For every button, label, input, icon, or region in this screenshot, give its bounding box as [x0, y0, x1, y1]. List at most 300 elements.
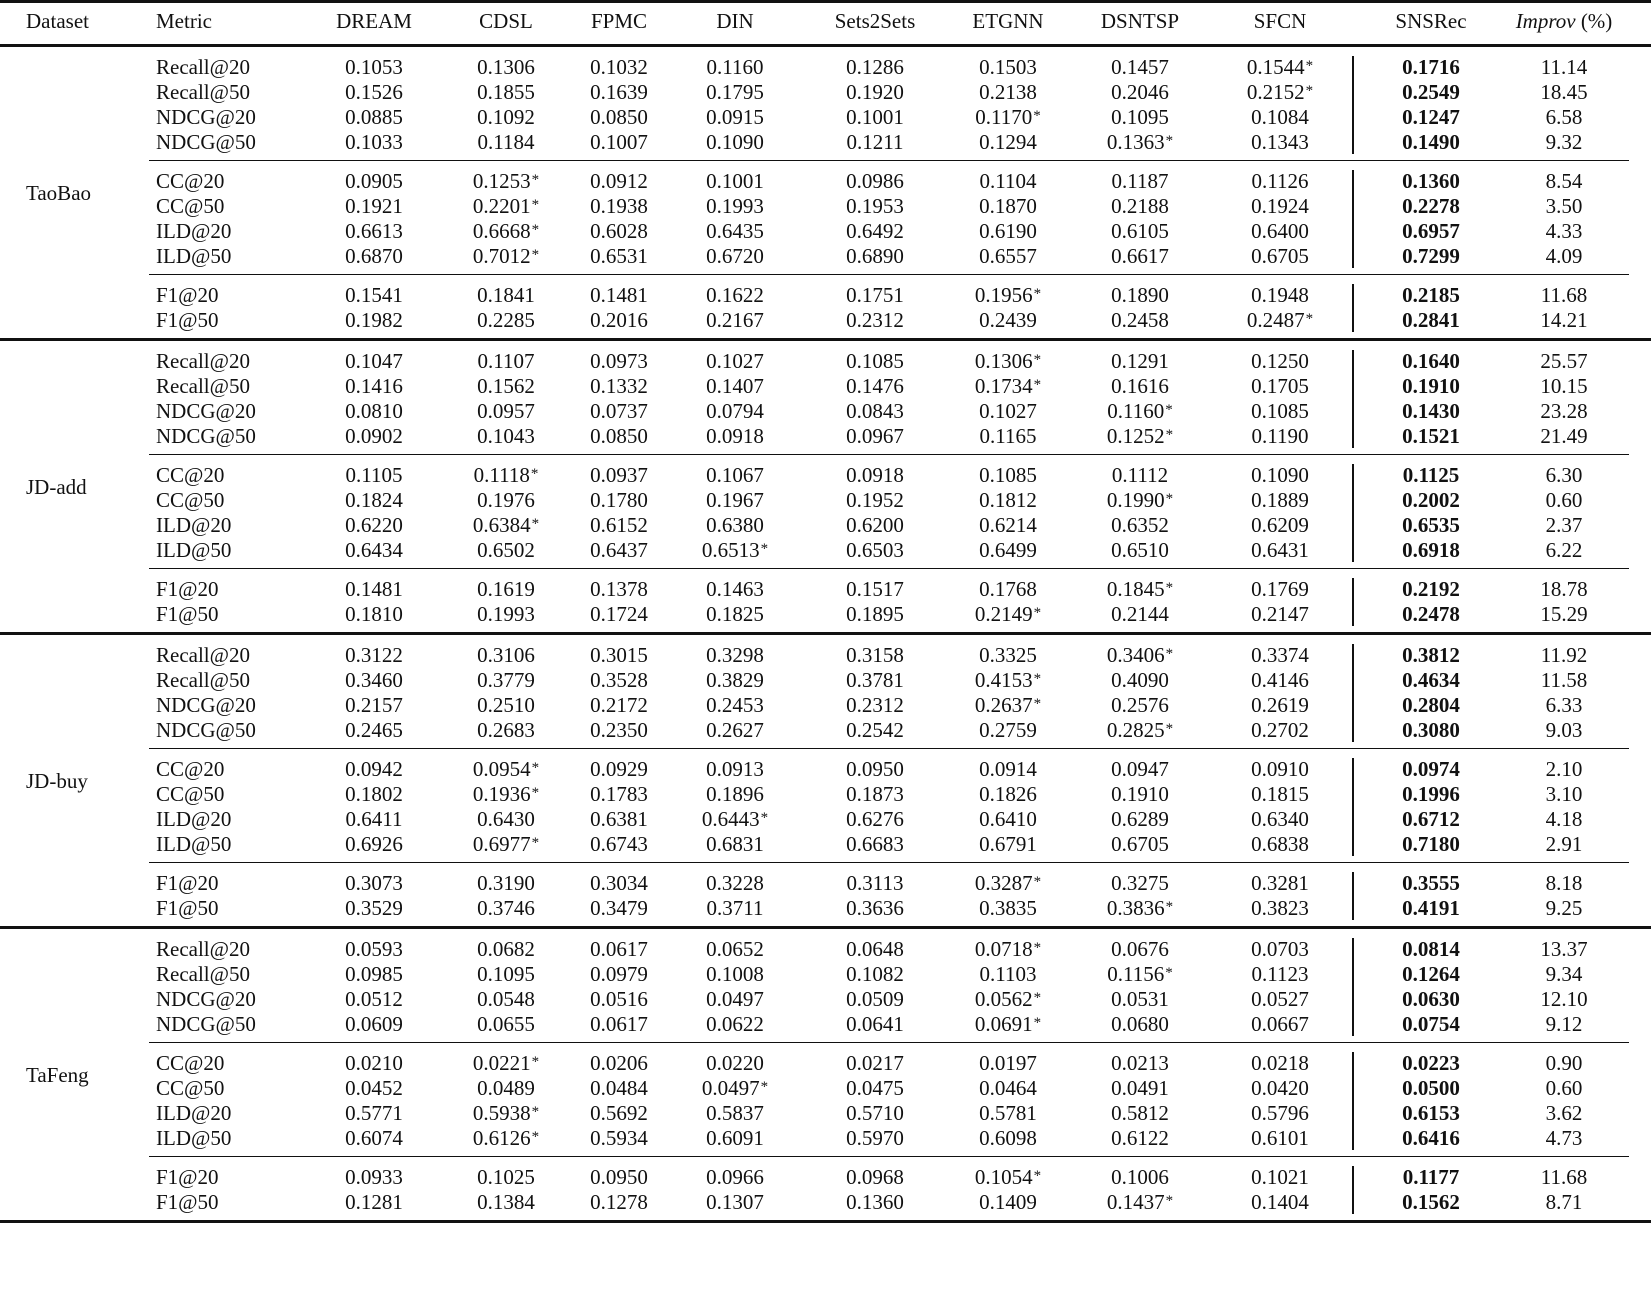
section-rule	[0, 926, 1651, 929]
cell-value: 0.6513	[701, 538, 760, 562]
cell-value: 0.0718	[974, 937, 1033, 961]
table-row	[0, 576, 1651, 603]
metric-label: F1@20	[156, 577, 219, 601]
cell-value: 0.0652	[706, 937, 764, 961]
improv-value: 0.90	[1545, 1051, 1583, 1075]
metric-label: F1@20	[156, 1165, 219, 1189]
table-row	[0, 1050, 1651, 1077]
cell-value: 0.2016	[590, 308, 648, 332]
metric-label: CC@50	[156, 194, 225, 218]
baseline-value	[948, 1164, 1068, 1191]
best-value	[1371, 398, 1491, 425]
table-row	[0, 79, 1651, 106]
baseline-value	[815, 193, 935, 220]
baseline-value	[1080, 1011, 1200, 1038]
cell-value: 0.1562	[1402, 1190, 1460, 1214]
cell-value: 0.0562	[974, 987, 1033, 1011]
cell-value: 0.3529	[345, 896, 403, 920]
baseline-value	[1080, 831, 1200, 858]
significance-star: *	[1033, 1015, 1042, 1031]
column-separator	[1352, 284, 1354, 332]
significance-star: *	[760, 541, 769, 557]
cell-value: 0.2149	[974, 602, 1033, 626]
baseline-value	[446, 307, 566, 334]
baseline-value	[446, 168, 566, 195]
metric-label: Recall@50	[156, 80, 250, 104]
significance-star: *	[531, 760, 540, 776]
cell-value: 0.1544	[1246, 55, 1305, 79]
best-value	[1371, 642, 1491, 669]
baseline-value	[314, 576, 434, 603]
cell-value: 0.2542	[846, 718, 904, 742]
cell-value: 0.1125	[1402, 463, 1460, 487]
column-separator	[1352, 1166, 1354, 1214]
improv-value: 8.18	[1545, 871, 1583, 895]
table-row	[0, 348, 1651, 375]
baseline-value	[1220, 601, 1340, 628]
baseline-value	[948, 717, 1068, 744]
baseline-value	[446, 576, 566, 603]
cell-value: 0.2002	[1402, 488, 1460, 512]
metric-label: NDCG@50	[156, 718, 256, 742]
cell-value: 0.1095	[477, 962, 535, 986]
group-rule	[149, 274, 1629, 275]
improv-value: 15.29	[1540, 602, 1588, 626]
baseline-value	[446, 348, 566, 375]
cell-value: 0.1187	[1111, 169, 1169, 193]
cell-value: 0.3823	[1251, 896, 1309, 920]
dataset-label: TaoBao	[26, 181, 92, 205]
cell-value: 0.0489	[477, 1076, 535, 1100]
improv-value: 9.34	[1545, 962, 1583, 986]
baseline-value	[815, 936, 935, 963]
cell-value: 0.1967	[706, 488, 764, 512]
cell-value: 0.3835	[979, 896, 1037, 920]
improv-value: 4.09	[1545, 244, 1583, 268]
significance-star: *	[1305, 83, 1314, 99]
baseline-value	[1220, 537, 1340, 564]
baseline-value	[675, 870, 795, 897]
cell-value: 0.2192	[1402, 577, 1460, 601]
column-separator	[1352, 56, 1354, 154]
baseline-value	[1080, 218, 1200, 245]
cell-value: 0.5934	[590, 1126, 648, 1150]
baseline-value	[948, 348, 1068, 375]
baseline-value	[1080, 243, 1200, 270]
cell-value: 0.1616	[1111, 374, 1169, 398]
cell-value: 0.1795	[706, 80, 764, 104]
baseline-value	[446, 104, 566, 131]
baseline-value	[314, 601, 434, 628]
cell-value: 0.1503	[979, 55, 1037, 79]
significance-star: *	[1165, 899, 1174, 915]
cell-value: 0.0680	[1111, 1012, 1169, 1036]
baseline-value	[1080, 307, 1200, 334]
cell-value: 0.1541	[345, 283, 403, 307]
baseline-value	[446, 781, 566, 808]
baseline-value	[314, 870, 434, 897]
cell-value: 0.0217	[846, 1051, 904, 1075]
baseline-value	[948, 104, 1068, 131]
cell-value: 0.2576	[1111, 693, 1169, 717]
best-value	[1371, 54, 1491, 81]
significance-star: *	[1165, 646, 1174, 662]
cell-value: 0.6720	[706, 244, 764, 268]
cell-value: 0.3106	[477, 643, 535, 667]
baseline-value	[314, 831, 434, 858]
cell-value: 0.3528	[590, 668, 648, 692]
cell-value: 0.0979	[590, 962, 648, 986]
metric-label: ILD@50	[156, 244, 232, 268]
header-improv-suffix: (%)	[1575, 9, 1613, 33]
baseline-value	[815, 423, 935, 450]
baseline-value	[314, 218, 434, 245]
cell-value: 0.2458	[1111, 308, 1169, 332]
baseline-value	[559, 282, 679, 309]
baseline-value	[1220, 1050, 1340, 1077]
metric-label: F1@50	[156, 602, 219, 626]
baseline-value	[815, 642, 935, 669]
cell-value: 0.3460	[345, 668, 403, 692]
baseline-value	[446, 1189, 566, 1216]
cell-value: 0.1082	[846, 962, 904, 986]
metric-label: Recall@20	[156, 937, 250, 961]
cell-value: 0.0676	[1111, 937, 1169, 961]
cell-value: 0.6028	[590, 219, 648, 243]
cell-value: 0.3122	[345, 643, 403, 667]
cell-value: 0.6209	[1251, 513, 1309, 537]
header-improv	[1504, 8, 1624, 35]
significance-star: *	[531, 247, 540, 263]
cell-value: 0.1211	[846, 130, 904, 154]
baseline-value	[675, 79, 795, 106]
cell-value: 0.2138	[979, 80, 1037, 104]
metric-label: Recall@20	[156, 643, 250, 667]
header-metric: Metric	[156, 9, 212, 33]
column-separator	[1352, 758, 1354, 856]
significance-star: *	[760, 1079, 769, 1095]
baseline-value	[446, 537, 566, 564]
baseline-value	[815, 462, 935, 489]
baseline-value	[675, 462, 795, 489]
cell-value: 0.6381	[590, 807, 648, 831]
best-value	[1371, 218, 1491, 245]
baseline-value	[675, 512, 795, 539]
cell-value: 0.0497	[701, 1076, 760, 1100]
baseline-value	[559, 398, 679, 425]
baseline-value	[559, 129, 679, 156]
cell-value: 0.0475	[846, 1076, 904, 1100]
table-row	[0, 104, 1651, 131]
baseline-value	[1220, 1075, 1340, 1102]
baseline-value	[948, 1125, 1068, 1152]
baseline-value	[559, 986, 679, 1013]
baseline-value	[1080, 398, 1200, 425]
baseline-value	[815, 348, 935, 375]
cell-value: 0.0655	[477, 1012, 535, 1036]
cell-value: 0.6503	[846, 538, 904, 562]
cell-value: 0.6431	[1251, 538, 1309, 562]
significance-star: *	[1165, 580, 1174, 596]
cell-value: 0.1184	[477, 130, 535, 154]
significance-star: *	[1165, 491, 1174, 507]
baseline-value	[675, 1050, 795, 1077]
best-value	[1371, 936, 1491, 963]
improv-value: 6.30	[1545, 463, 1583, 487]
baseline-value	[559, 512, 679, 539]
baseline-value	[948, 512, 1068, 539]
cell-value: 0.1118	[473, 463, 530, 487]
baseline-value	[948, 218, 1068, 245]
significance-star: *	[531, 1054, 540, 1070]
cell-value: 0.6434	[345, 538, 403, 562]
cell-value: 0.1033	[345, 130, 403, 154]
improv-value: 9.12	[1545, 1012, 1583, 1036]
cell-value: 0.1294	[979, 130, 1037, 154]
cell-value: 0.0754	[1402, 1012, 1460, 1036]
baseline-value	[1080, 282, 1200, 309]
cell-value: 0.1092	[477, 105, 535, 129]
cell-value: 0.3080	[1402, 718, 1460, 742]
cell-value: 0.2627	[706, 718, 764, 742]
baseline-value	[446, 936, 566, 963]
cell-value: 0.0512	[345, 987, 403, 1011]
cell-value: 0.6220	[345, 513, 403, 537]
cell-value: 0.3374	[1251, 643, 1309, 667]
cell-value: 0.1824	[345, 488, 403, 512]
table-row	[0, 168, 1651, 195]
baseline-value	[1220, 642, 1340, 669]
cell-value: 0.0914	[979, 757, 1037, 781]
metric-label: CC@20	[156, 463, 225, 487]
improv-value: 10.15	[1540, 374, 1588, 398]
best-value	[1371, 895, 1491, 922]
baseline-value	[446, 642, 566, 669]
baseline-value	[675, 1100, 795, 1127]
cell-value: 0.1437	[1106, 1190, 1165, 1214]
cell-value: 0.0682	[477, 937, 535, 961]
cell-value: 0.1165	[979, 424, 1037, 448]
cell-value: 0.0691	[974, 1012, 1033, 1036]
cell-value: 0.1870	[979, 194, 1037, 218]
baseline-value	[815, 895, 935, 922]
cell-value: 0.6918	[1402, 538, 1460, 562]
baseline-value	[559, 1125, 679, 1152]
baseline-value	[1080, 717, 1200, 744]
baseline-value	[559, 717, 679, 744]
baseline-value	[446, 870, 566, 897]
table-row	[0, 129, 1651, 156]
cell-value: 0.2510	[477, 693, 535, 717]
cell-value: 0.6410	[979, 807, 1037, 831]
significance-star: *	[1033, 108, 1041, 124]
cell-value: 0.1639	[590, 80, 648, 104]
baseline-value	[675, 781, 795, 808]
cell-value: 0.3636	[846, 896, 904, 920]
baseline-value	[675, 1011, 795, 1038]
baseline-value	[446, 1050, 566, 1077]
table-row	[0, 243, 1651, 270]
metric-label: ILD@50	[156, 538, 232, 562]
cell-value: 0.1053	[345, 55, 403, 79]
cell-value: 0.0918	[706, 424, 764, 448]
cell-value: 0.1982	[345, 308, 403, 332]
baseline-value	[948, 282, 1068, 309]
best-value	[1371, 487, 1491, 514]
baseline-value	[675, 282, 795, 309]
cell-value: 0.0464	[979, 1076, 1037, 1100]
baseline-value	[815, 756, 935, 783]
cell-value: 0.7180	[1402, 832, 1460, 856]
improv-value: 2.91	[1545, 832, 1583, 856]
section-rule	[0, 338, 1651, 341]
cell-value: 0.1306	[477, 55, 535, 79]
cell-value: 0.1521	[1402, 424, 1460, 448]
metric-label: CC@20	[156, 1051, 225, 1075]
baseline-value	[559, 601, 679, 628]
cell-value: 0.0915	[706, 105, 764, 129]
baseline-value	[815, 806, 935, 833]
cell-value: 0.0500	[1402, 1076, 1460, 1100]
improv-value: 0.60	[1545, 1076, 1583, 1100]
baseline-value	[1220, 781, 1340, 808]
baseline-value	[314, 1050, 434, 1077]
baseline-value	[314, 373, 434, 400]
cell-value: 0.4191	[1402, 896, 1460, 920]
best-value	[1371, 576, 1491, 603]
baseline-value	[1220, 104, 1340, 131]
cell-value: 0.2453	[706, 693, 764, 717]
cell-value: 0.0220	[706, 1051, 764, 1075]
cell-value: 0.6831	[706, 832, 764, 856]
improv-value: 3.10	[1545, 782, 1583, 806]
group-rule	[149, 454, 1629, 455]
cell-value: 0.1250	[1251, 349, 1309, 373]
cell-value: 0.6712	[1402, 807, 1460, 831]
baseline-value	[1220, 129, 1340, 156]
metric-label: CC@50	[156, 782, 225, 806]
cell-value: 0.1841	[477, 283, 535, 307]
cell-value: 0.0973	[590, 349, 648, 373]
cell-value: 0.1112	[1111, 463, 1169, 487]
baseline-value	[559, 348, 679, 375]
baseline-value	[559, 1100, 679, 1127]
header-row	[0, 8, 1651, 35]
cell-value: 0.1084	[1251, 105, 1309, 129]
metric-label: NDCG@20	[156, 987, 256, 1011]
cell-value: 0.2278	[1402, 194, 1460, 218]
baseline-value	[1220, 307, 1340, 334]
cell-value: 0.3746	[477, 896, 535, 920]
cell-value: 0.1619	[477, 577, 535, 601]
cell-value: 0.1976	[477, 488, 535, 512]
baseline-value	[1080, 895, 1200, 922]
baseline-value	[446, 398, 566, 425]
baseline-value	[314, 1164, 434, 1191]
baseline-value	[559, 243, 679, 270]
significance-star: *	[1165, 133, 1174, 149]
best-value	[1371, 1100, 1491, 1127]
baseline-value	[815, 282, 935, 309]
cell-value: 0.1126	[1251, 169, 1309, 193]
significance-star: *	[1305, 311, 1314, 327]
baseline-value	[446, 373, 566, 400]
metric-label: CC@20	[156, 757, 225, 781]
cell-value: 0.2841	[1402, 308, 1460, 332]
best-value	[1371, 1164, 1491, 1191]
best-value	[1371, 756, 1491, 783]
cell-value: 0.1085	[1251, 399, 1309, 423]
cell-value: 0.5796	[1251, 1101, 1309, 1125]
improv-value: 9.25	[1545, 896, 1583, 920]
baseline-value	[815, 398, 935, 425]
baseline-value	[815, 1189, 935, 1216]
baseline-value	[1220, 936, 1340, 963]
table-row	[0, 831, 1651, 858]
cell-value: 0.2637	[974, 693, 1033, 717]
cell-value: 0.1090	[1251, 463, 1309, 487]
cell-value: 0.1734	[974, 374, 1033, 398]
baseline-value	[948, 895, 1068, 922]
baseline-value	[815, 831, 935, 858]
cell-value: 0.0641	[846, 1012, 904, 1036]
metric-label: CC@50	[156, 488, 225, 512]
baseline-value	[675, 1075, 795, 1102]
cell-value: 0.0223	[1402, 1051, 1460, 1075]
cell-value: 0.2144	[1111, 602, 1169, 626]
baseline-value	[446, 1075, 566, 1102]
cell-value: 0.1769	[1251, 577, 1309, 601]
improv-value: 11.14	[1540, 55, 1588, 79]
cell-value: 0.6098	[979, 1126, 1037, 1150]
cell-value: 0.1430	[1402, 399, 1460, 423]
cell-value: 0.6870	[345, 244, 403, 268]
cell-value: 0.1622	[706, 283, 764, 307]
cell-value: 0.0703	[1251, 937, 1309, 961]
baseline-value	[1220, 512, 1340, 539]
cell-value: 0.1008	[706, 962, 764, 986]
table-row	[0, 961, 1651, 988]
baseline-value	[815, 986, 935, 1013]
cell-value: 0.1481	[590, 283, 648, 307]
table-row	[0, 462, 1651, 489]
table-row	[0, 870, 1651, 897]
cell-value: 0.3479	[590, 896, 648, 920]
cell-value: 0.3113	[846, 871, 904, 895]
cell-value: 0.6977	[472, 832, 531, 856]
baseline-value	[1080, 487, 1200, 514]
cell-value: 0.0737	[590, 399, 648, 423]
baseline-value	[815, 307, 935, 334]
improv-value: 4.33	[1545, 219, 1583, 243]
cell-value: 0.6200	[846, 513, 904, 537]
improv-value: 4.73	[1545, 1126, 1583, 1150]
significance-star: *	[1033, 377, 1042, 393]
cell-value: 0.1177	[1402, 1165, 1460, 1189]
baseline-value	[1080, 667, 1200, 694]
cell-value: 0.6510	[1111, 538, 1169, 562]
cell-value: 0.6705	[1251, 244, 1309, 268]
baseline-value	[1080, 1100, 1200, 1127]
baseline-value	[815, 54, 935, 81]
cell-value: 0.3836	[1106, 896, 1165, 920]
cell-value: 0.0912	[590, 169, 648, 193]
baseline-value	[314, 1189, 434, 1216]
table-row	[0, 537, 1651, 564]
baseline-value	[1080, 576, 1200, 603]
cell-value: 0.2825	[1106, 718, 1165, 742]
cell-value: 0.1332	[590, 374, 648, 398]
